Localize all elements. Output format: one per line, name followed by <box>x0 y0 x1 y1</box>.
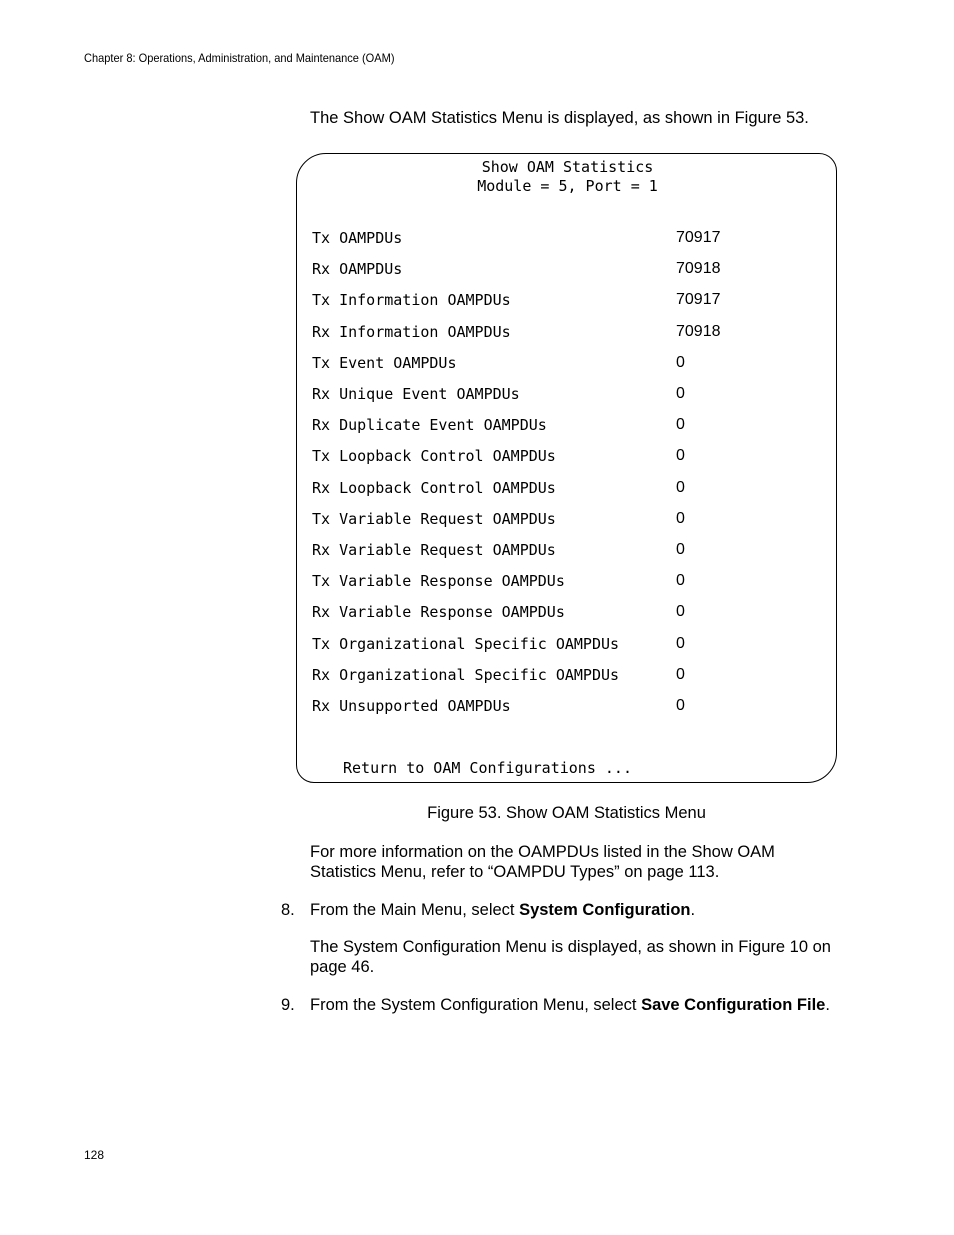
stat-label: Rx Duplicate Event OAMPDUs <box>312 416 547 435</box>
sysconfig-desc-text: The System Configuration Menu is displayed, as shown in Figure 10 on page 46. <box>310 938 831 976</box>
menu-option-name: System Configuration <box>519 901 691 919</box>
stat-label: Rx OAMPDUs <box>312 260 403 279</box>
stat-value: 70917 <box>676 291 721 309</box>
step-text: From the System Configuration Menu, select Save Configuration File. <box>310 996 830 1014</box>
stat-label: Tx OAMPDUs <box>312 229 403 247</box>
terminal-subtitle: Module = 5, Port = 1 <box>477 177 658 195</box>
stat-value: 70918 <box>676 322 721 340</box>
stat-row <box>312 447 812 467</box>
stat-value: 70917 <box>676 229 721 246</box>
stat-label: Rx Variable Request OAMPDUs <box>312 541 556 559</box>
stat-row <box>312 479 812 499</box>
stat-label: Rx Organizational Specific OAMPDUs <box>312 665 620 684</box>
step-number: 8. <box>281 901 295 919</box>
stat-label: Rx Unsupported OAMPDUs <box>312 697 511 715</box>
stat-value: 0 <box>676 603 685 621</box>
stat-value: 0 <box>676 634 685 652</box>
stat-label: Rx Unique Event OAMPDUs <box>312 385 520 403</box>
stat-label: Tx Variable Response OAMPDUs <box>312 572 565 591</box>
terminal-title: Show OAM Statistics <box>481 158 654 176</box>
menu-option-name: Save Configuration File <box>641 996 826 1014</box>
stat-value: 0 <box>676 541 685 558</box>
stat-value: 0 <box>676 509 685 527</box>
stat-label: Tx Organizational Specific OAMPDUs <box>312 634 620 653</box>
stat-row <box>312 510 812 530</box>
stat-row <box>312 323 812 343</box>
terminal-screen <box>296 153 837 783</box>
stat-row <box>312 541 812 561</box>
return-menu-item[interactable]: Return to OAM Configurations ... <box>343 759 632 777</box>
stat-value: 0 <box>676 416 685 434</box>
stat-row <box>312 229 812 249</box>
figure-caption: Figure 53. Show OAM Statistics Menu <box>427 804 706 822</box>
stat-label: Rx Loopback Control OAMPDUs <box>312 478 556 497</box>
stat-row <box>312 635 812 655</box>
stat-label: Rx Information OAMPDUs <box>312 322 511 341</box>
stat-row <box>312 697 812 717</box>
stat-row <box>312 416 812 436</box>
intro-text: The Show OAM Statistics Menu is displayed, as shown in Figure 53. <box>310 109 809 127</box>
stat-value: 0 <box>676 478 685 496</box>
stat-label: Tx Event OAMPDUs <box>312 353 457 372</box>
stat-row <box>312 603 812 623</box>
step-number: 9. <box>281 996 295 1014</box>
stat-value: 70918 <box>676 260 721 278</box>
stat-row <box>312 354 812 374</box>
stat-label: Tx Variable Request OAMPDUs <box>312 509 556 528</box>
stat-value: 0 <box>676 353 685 371</box>
stat-value: 0 <box>676 665 685 683</box>
stat-row <box>312 260 812 280</box>
stat-label: Tx Loopback Control OAMPDUs <box>312 447 556 466</box>
stat-label: Tx Information OAMPDUs <box>312 291 511 310</box>
page-number: 128 <box>84 1148 105 1162</box>
stat-label: Rx Variable Response OAMPDUs <box>312 603 565 622</box>
stat-row <box>312 666 812 686</box>
more-info-text: For more information on the OAMPDUs listed in the Show OAM Statistics Menu, refer to “OAMPDU Types” on page 113. <box>310 843 775 881</box>
step-text: From the Main Menu, select System Configuration. <box>310 901 696 919</box>
stat-value: 0 <box>676 447 685 465</box>
stat-value: 0 <box>676 572 685 590</box>
stat-value: 0 <box>676 385 685 402</box>
stat-value: 0 <box>676 697 685 714</box>
chapter-header: Chapter 8: Operations, Administration, and Maintenance (OAM) <box>84 51 395 65</box>
stat-row <box>312 385 812 405</box>
stat-row <box>312 291 812 311</box>
stat-row <box>312 572 812 592</box>
